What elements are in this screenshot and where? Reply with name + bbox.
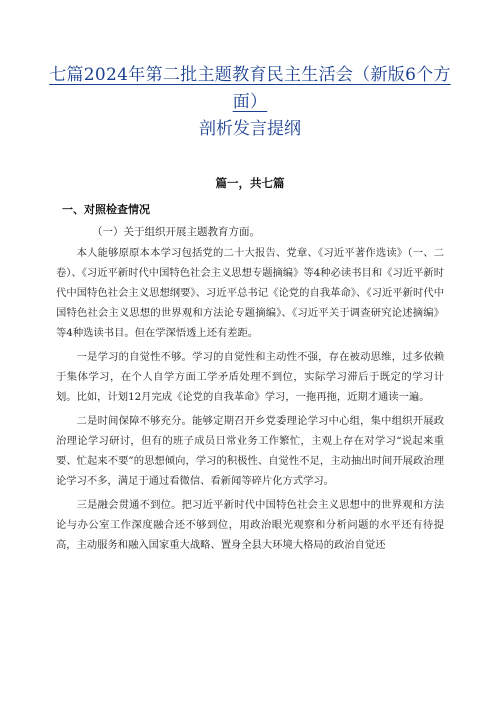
section-heading: 篇一，共七篇 xyxy=(215,176,285,190)
body-text xyxy=(56,243,444,557)
document-title xyxy=(48,62,452,116)
paragraph: 本人能够原原本本学习包括党的二十大报告、党章、《习近平著作选读》（一、二卷）、《习近平新时代中国特色社会主义思想专题摘编》等4种必读书目和《习近平新时代中国特色社会主义思想纲要》、习近平总书记《论党的自我革命》、《习近平新时代中国特色社会主义思想的世界观和方法论专题摘编》、《习近平关于调查研究论述摘编》等4种选读书目。但在学深悟透上还有差距。 xyxy=(56,247,444,339)
title-line-1: 七篇2024年第二批主题教育民主生活会（新版6个方 xyxy=(49,65,451,85)
paragraph: 二是时间保障不够充分。能够定期召开乡党委理论学习中心组，集中组织开展政治理论学习研讨，但有的班子成员日常业务工作繁忙，主观上存在对学习“说起来重要、忙起来不要”的思想倾向，学习的积极性、自觉性不足，主动抽出时间开展政治理论学习不多，满足于通过看微信、看新闻等碎片化方式学习。 xyxy=(56,415,444,487)
paragraph: 一是学习的自觉性不够。学习的自觉性和主动性不强，存在被动思维，过多依赖于集体学习，在个人自学方面工学矛盾处理不到位，实际学习滞后于既定的学习计划。比如，计划12月完成《论党的自我革命》学习，一拖再拖，近期才通读一遍。 xyxy=(56,351,444,403)
heading-level-1: 一、对照检查情况 xyxy=(62,203,150,216)
document-subtitle: 剖析发言提纲 xyxy=(199,119,301,139)
heading-level-2: （一）关于组织开展主题教育方面。 xyxy=(92,226,260,238)
paragraph: 三是融会贯通不到位。把习近平新时代中国特色社会主义思想中的世界观和方法论与办公室工作深度融合还不够到位，用政治眼光观察和分析问题的水平还有待提高，主动服务和融入国家重大战略、置身全县大环境大格局的政治自觉还 xyxy=(56,499,444,551)
title-line-2: 面） xyxy=(232,92,268,112)
